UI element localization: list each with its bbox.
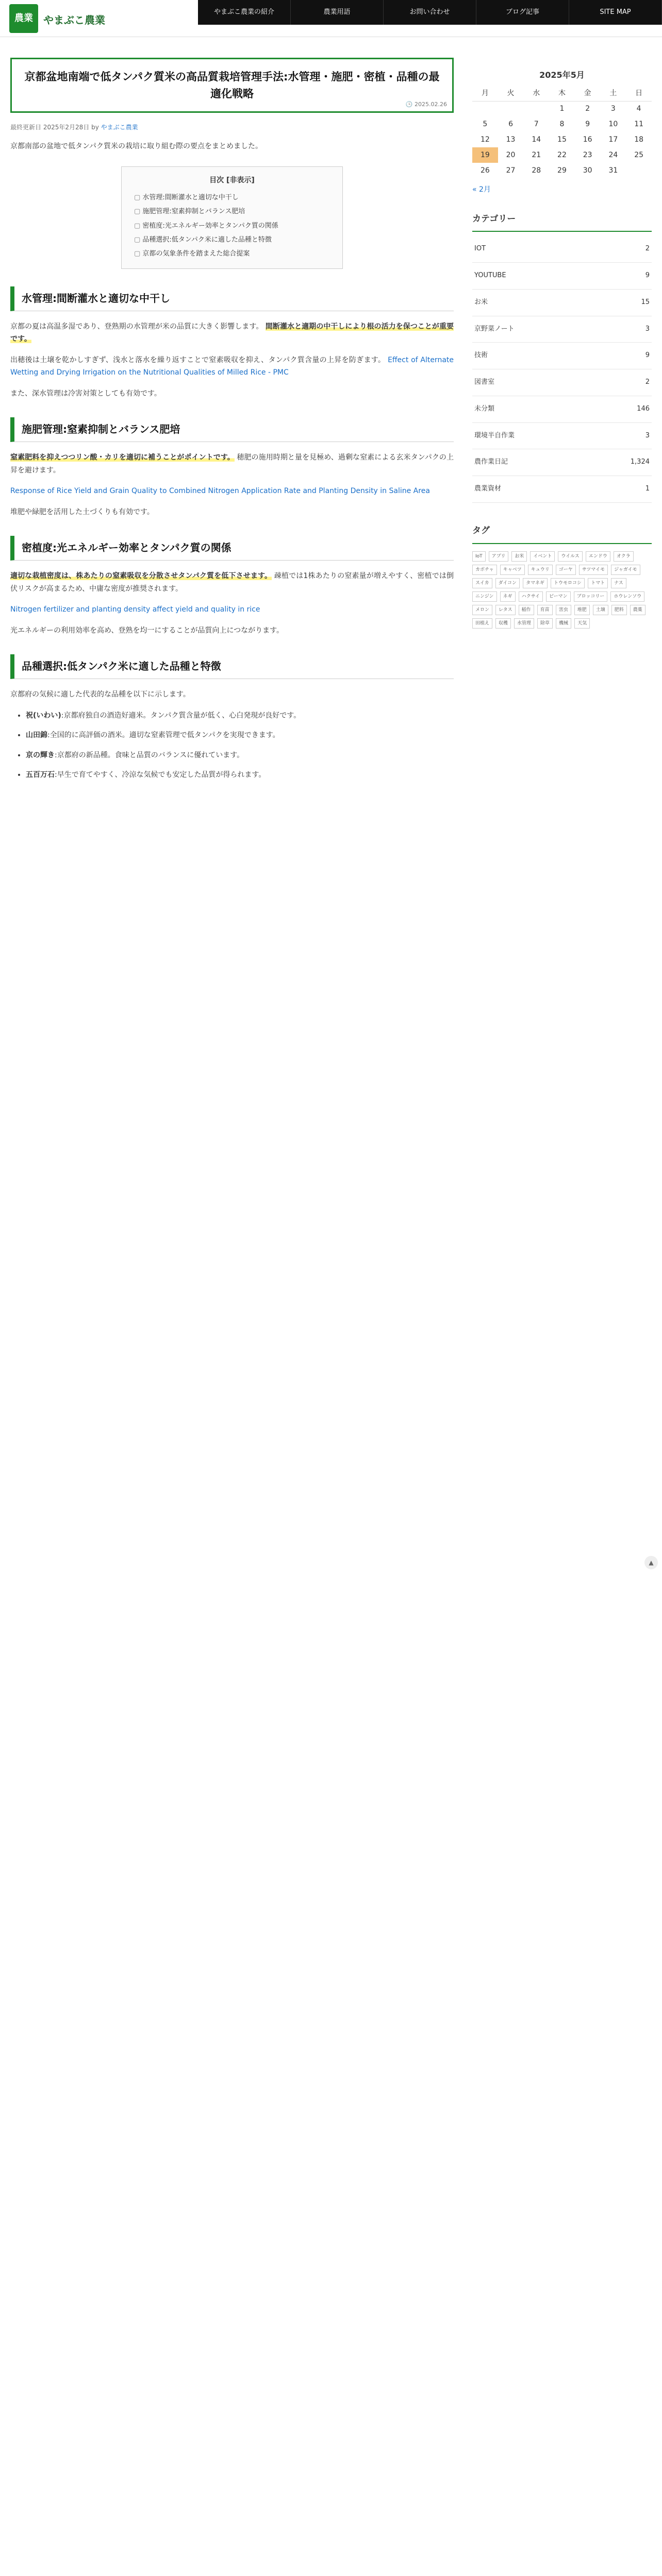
calendar-week [472, 147, 652, 163]
calendar-day[interactable]: 28 [532, 166, 541, 175]
tag-link[interactable]: 除草 [537, 618, 553, 629]
nav-blog[interactable]: ブログ記事 [476, 0, 569, 25]
tag-link[interactable]: 堆肥 [574, 605, 590, 615]
tag-link[interactable]: 肥料 [611, 605, 627, 615]
calendar-day[interactable]: 2 [585, 105, 590, 113]
tag-link[interactable]: お米 [511, 551, 527, 562]
tag-link[interactable]: タマネギ [523, 578, 548, 588]
tag-link[interactable]: ブロッコリー [574, 591, 608, 602]
tag-link[interactable]: 稲作 [519, 605, 534, 615]
tag-link[interactable]: トマト [588, 578, 608, 588]
reference-link[interactable]: Nitrogen fertilizer and planting density affect yield and quality in rice [10, 605, 260, 614]
water-paragraph: 出穂後は土壌を乾かしすぎず、浅水と落水を繰り返すことで窒素吸収を抑え、タンパク質含量の上昇を防ぎます。 Effect of Alternate Wetting and Drying Irrigation on the Nutritional Qualities of Milled Rice - PMC [10, 355, 454, 377]
variety-list [26, 709, 454, 782]
list-item: • 山田錦:全国的に高評価の酒米。適切な窒素管理で低タンパクを実現できます。 [26, 729, 454, 742]
category-item[interactable] [472, 236, 652, 263]
category-name: IOT [474, 245, 486, 253]
calendar-day [626, 163, 652, 178]
fertilizer-paragraph [10, 485, 454, 498]
category-name: 図書室 [474, 378, 495, 386]
calendar-day [523, 101, 549, 116]
category-item[interactable] [472, 369, 652, 396]
fertilizer-paragraph: 堆肥や緑肥を活用した土づくりも有効です。 [10, 507, 154, 516]
tag-link[interactable]: ゴーヤ [556, 565, 576, 575]
section-heading-fertilizer: 施肥管理:窒素抑制とバランス肥培 [10, 417, 454, 442]
nav-about[interactable]: やまぶこ農業の紹介 [198, 0, 291, 25]
sidebar [472, 47, 652, 791]
section-heading-water: 水管理:間断灌水と適切な中干し [10, 286, 454, 311]
tag-link[interactable]: ネギ [500, 591, 516, 602]
nav-contact[interactable]: お問い合わせ [384, 0, 476, 25]
calendar-day[interactable]: 22 [557, 150, 567, 159]
category-heading: カテゴリー [472, 212, 652, 232]
category-name: 京野菜ノート [474, 325, 515, 333]
tag-link[interactable]: 収穫 [495, 618, 511, 629]
tag-link[interactable]: 天気 [574, 618, 590, 629]
tag-link[interactable]: ニンジン [472, 591, 497, 602]
category-count: 2 [645, 245, 650, 253]
calendar-day[interactable]: 26 [480, 166, 490, 175]
category-count: 2 [645, 378, 650, 386]
tag-link[interactable]: ハクサイ [519, 591, 543, 602]
weekday-label: 水 [523, 86, 549, 101]
tag-link[interactable]: トウモロコシ [551, 578, 585, 588]
calendar-title: 2025年5月 [539, 70, 585, 80]
water-paragraph: 京都の夏は高温多湿であり、登熟期の水管理が米の品質に大きく影響します。 間断灌水と適期の中干しにより根の活力を保つことが重要です。 [10, 322, 454, 344]
calendar-day[interactable]: 13 [506, 135, 516, 144]
calendar-day[interactable]: 15 [557, 135, 567, 144]
site-logo[interactable]: 農業 [9, 4, 38, 33]
density-paragraph [10, 603, 454, 616]
article-main [10, 47, 454, 791]
category-item[interactable] [472, 423, 652, 450]
category-item[interactable] [472, 476, 652, 503]
category-item[interactable] [472, 449, 652, 476]
tag-link[interactable]: 農薬 [630, 605, 646, 615]
tag-link[interactable]: キュウリ [528, 565, 553, 575]
calendar-day[interactable]: 12 [480, 135, 490, 144]
calendar-day[interactable]: 19 [472, 147, 498, 163]
calendar-prev-link[interactable]: « 2月 [472, 185, 491, 194]
category-name: 農作業日記 [474, 458, 508, 466]
table-of-contents [121, 166, 343, 269]
nav-glossary[interactable]: 農業用語 [291, 0, 384, 25]
tag-link[interactable]: ジャガイモ [611, 565, 640, 575]
post-date: 🕒 2025.02.26 [405, 100, 447, 108]
category-name: 未分類 [474, 404, 495, 413]
global-nav [198, 0, 662, 25]
calendar-day[interactable]: 31 [608, 166, 618, 175]
category-list [472, 236, 652, 503]
tag-heading: タグ [472, 523, 652, 544]
toc-item[interactable]: ▢ 京都の気象条件を踏まえた総合提案 [134, 247, 330, 261]
reference-link[interactable]: Response of Rice Yield and Grain Quality to Combined Nitrogen Application Rate and Planting Density in Saline Area [10, 487, 430, 496]
tag-link[interactable]: キャベツ [500, 565, 525, 575]
list-item: • 京の輝き:京都府の新品種。食味と品質のバランスに優れています。 [26, 749, 454, 762]
category-count: 3 [645, 431, 650, 439]
category-item[interactable] [472, 290, 652, 316]
calendar-day[interactable]: 24 [608, 150, 618, 159]
density-paragraph: 適切な栽植密度は、株あたりの窒素吸収を分散させタンパク質を低下させます。 疎植では1株あたりの窒素量が増えやすく、密植では倒伏リスクが高まるため、中庸な密度が推奨されます。 [10, 572, 454, 593]
toc-item[interactable]: ▢ 水管理:間断灌水と適切な中干し [134, 191, 330, 205]
calendar-day[interactable]: 3 [610, 105, 616, 113]
calendar-day[interactable]: 1 [559, 105, 565, 113]
nav-sitemap[interactable]: SITE MAP [569, 0, 662, 25]
intro-paragraph: 京都南部の盆地で低タンパク質米の栽培に取り組む際の要点をまとめました。 [10, 142, 263, 151]
category-count: 3 [645, 325, 650, 333]
calendar-week [472, 163, 652, 178]
tag-cloud [472, 551, 652, 629]
tag-link[interactable]: メロン [472, 605, 492, 615]
calendar-day [498, 101, 524, 116]
calendar [472, 86, 652, 178]
water-paragraph: また、深水管理は冷害対策としても有効です。 [10, 389, 161, 398]
category-item[interactable] [472, 316, 652, 343]
category-count: 9 [645, 272, 650, 279]
article-meta: 最終更新日 2025年2月28日 by やまぶこ農業 [10, 124, 138, 131]
calendar-day[interactable]: 16 [583, 135, 592, 144]
author-link[interactable]: やまぶこ農業 [101, 124, 138, 131]
tag-link[interactable]: サツマイモ [579, 565, 608, 575]
category-count: 1,324 [630, 458, 650, 466]
category-count: 146 [637, 404, 650, 413]
weekday-label: 火 [498, 86, 524, 101]
section-heading-density: 密植度:光エネルギー効率とタンパク質の関係 [10, 536, 454, 561]
density-paragraph: 光エネルギーの利用効率を高め、登熟を均一にすることが品質向上につながります。 [10, 626, 284, 635]
calendar-day [472, 101, 498, 116]
tag-link[interactable]: 田植え [472, 618, 492, 629]
toc-item[interactable]: ▢ 品種選択:低タンパク米に適した品種と特徴 [134, 233, 330, 247]
calendar-day[interactable]: 25 [634, 150, 644, 159]
tag-link[interactable]: 機械 [556, 618, 571, 629]
category-name: お米 [474, 298, 488, 306]
calendar-day[interactable]: 7 [534, 120, 539, 128]
category-count: 9 [645, 351, 650, 360]
calendar-day[interactable]: 4 [636, 105, 641, 113]
list-item: • 五百万石:早生で育てやすく、冷涼な気候でも安定した品質が得られます。 [26, 769, 454, 782]
site-title[interactable]: やまぶこ農業 [43, 14, 105, 26]
toc-item[interactable]: ▢ 施肥管理:窒素抑制とバランス肥培 [134, 205, 330, 218]
calendar-day[interactable]: 14 [532, 135, 541, 144]
weekday-label: 日 [626, 86, 652, 101]
toc-item[interactable]: ▢ 密植度:光エネルギー効率とタンパク質の関係 [134, 219, 330, 233]
scroll-top-button[interactable]: ▲ [644, 1556, 658, 1569]
article-title: 京都盆地南端で低タンパク質米の高品質栽培管理手法:水管理・施肥・密植・品種の最適化戦略 [24, 71, 440, 100]
weekday-label: 月 [472, 86, 498, 101]
calendar-week [472, 132, 652, 147]
weekday-label: 金 [575, 86, 601, 101]
weekday-label: 土 [601, 86, 626, 101]
tag-link[interactable]: アプリ [489, 551, 509, 562]
list-item: • 祝(いわい):京都府独自の酒造好適米。タンパク質含量が低く、心白発現が良好です。 [26, 709, 454, 722]
tag-link[interactable]: スイカ [472, 578, 492, 588]
calendar-day[interactable]: 29 [557, 166, 567, 175]
clock-icon: 🕒 [405, 100, 413, 108]
site-header [0, 0, 662, 37]
calendar-day[interactable]: 5 [483, 120, 488, 128]
calendar-day[interactable]: 6 [508, 120, 514, 128]
tag-link[interactable]: 害虫 [556, 605, 571, 615]
calendar-day[interactable]: 9 [585, 120, 590, 128]
calendar-day[interactable]: 10 [608, 120, 618, 128]
tag-link[interactable]: ナス [611, 578, 626, 588]
calendar-week [472, 101, 652, 116]
tag-link[interactable]: ダイコン [495, 578, 520, 588]
calendar-day[interactable]: 27 [506, 166, 516, 175]
category-name: 農業資材 [474, 485, 502, 493]
calendar-day[interactable]: 17 [608, 135, 618, 144]
tag-link[interactable]: 水管理 [514, 618, 534, 629]
tag-link[interactable]: エンドウ [586, 551, 610, 562]
calendar-day[interactable]: 8 [559, 120, 565, 128]
calendar-day[interactable]: 20 [506, 150, 516, 159]
category-item[interactable] [472, 263, 652, 290]
category-count: 1 [645, 485, 650, 493]
tag-link[interactable]: IoT [472, 551, 486, 562]
tag-link[interactable]: ウイルス [558, 551, 582, 562]
fertilizer-paragraph: 窒素肥料を抑えつつリン酸・カリを適切に補うことがポイントです。 穂肥の施用時期と量を見極め、過剰な窒素による玄米タンパクの上昇を避けます。 [10, 453, 454, 474]
reference-link[interactable]: Effect of Alternate Wetting and Drying Irrigation on the Nutritional Qualities of Milled Rice - PMC [10, 355, 454, 377]
variety-paragraph: 京都府の気候に適した代表的な品種を以下に示します。 [10, 690, 190, 699]
toc-title[interactable]: 目次 [非表示] [209, 176, 255, 184]
calendar-week [472, 116, 652, 132]
category-count: 15 [641, 298, 650, 306]
tag-link[interactable]: 育苗 [537, 605, 553, 615]
weekday-label: 木 [549, 86, 575, 101]
calendar-day[interactable]: 23 [583, 150, 592, 159]
calendar-day[interactable]: 21 [532, 150, 541, 159]
tag-link[interactable]: イベント [530, 551, 555, 562]
category-item[interactable] [472, 396, 652, 423]
calendar-day[interactable]: 30 [583, 166, 592, 175]
calendar-day[interactable]: 11 [634, 120, 644, 128]
tag-link[interactable]: ホウレンソウ [610, 591, 644, 602]
tag-link[interactable]: オクラ [614, 551, 634, 562]
article-title-box [10, 58, 454, 113]
tag-link[interactable]: カボチャ [472, 565, 497, 575]
calendar-day[interactable]: 18 [634, 135, 644, 144]
section-heading-variety: 品種選択:低タンパク米に適した品種と特徴 [10, 654, 454, 679]
category-name: 技術 [474, 351, 488, 360]
category-item[interactable] [472, 343, 652, 369]
category-name: YOUTUBE [474, 272, 506, 279]
tag-link[interactable]: レタス [495, 605, 516, 615]
category-name: 環境半自作業 [474, 431, 515, 439]
tag-link[interactable]: 土壌 [593, 605, 608, 615]
tag-link[interactable]: ピーマン [546, 591, 571, 602]
